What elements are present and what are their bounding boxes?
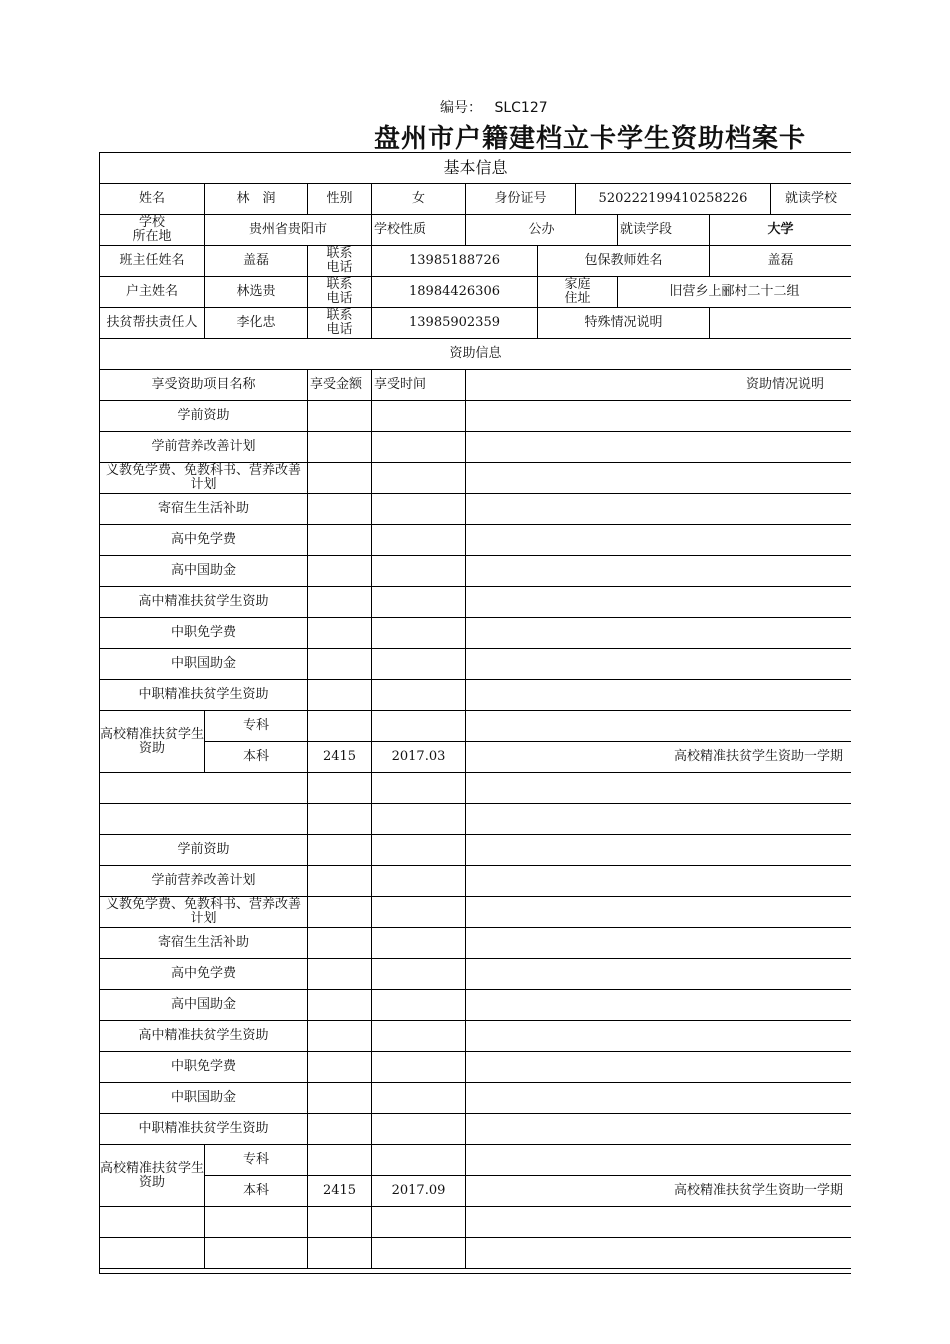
address-label: 家庭 住址: [538, 277, 618, 308]
record-number-value: SLC127: [494, 100, 548, 116]
page-title: 盘州市户籍建档立卡学生资助档案卡: [374, 124, 807, 154]
aid-item-name: 高中国助金: [100, 556, 308, 587]
helper-phone-label: 联系 电话: [308, 308, 372, 339]
college-desc: 高校精准扶贫学生资助一学期: [466, 1176, 851, 1207]
aid-amount-cell: [308, 680, 372, 711]
empty-cell: [308, 804, 372, 835]
aid-time-cell: [372, 525, 466, 556]
guarantee-teacher-value: 盖磊: [710, 246, 851, 277]
aid-desc-cell: [466, 680, 851, 711]
school-location-label: 学校 所在地: [100, 215, 205, 246]
aid-desc-cell: [466, 866, 851, 897]
aid-time-cell: [372, 587, 466, 618]
aid-amount-cell: [308, 432, 372, 463]
empty-cell: [372, 773, 466, 804]
college-time: 2017.03: [372, 742, 466, 773]
college-amount: [308, 1145, 372, 1176]
college-time: [372, 1145, 466, 1176]
empty-cell: [205, 1238, 308, 1269]
aid-desc-cell: [466, 1021, 851, 1052]
aid-time-cell: [372, 897, 466, 928]
helper-label: 扶贫帮扶责任人: [100, 308, 205, 339]
special-label: 特殊情况说明: [538, 308, 710, 339]
aid-item-name: 义教免学费、免教科书、营养改善计划: [100, 463, 308, 494]
aid-amount-cell: [308, 556, 372, 587]
college-time: 2017.09: [372, 1176, 466, 1207]
empty-cell: [466, 1238, 851, 1269]
school-nature-value: 公办: [466, 215, 618, 246]
aid-col-time: 享受时间: [372, 370, 466, 401]
aid-col-amount: 享受金额: [308, 370, 372, 401]
aid-amount-cell: [308, 835, 372, 866]
aid-item-name: 义教免学费、免教科书、营养改善计划: [100, 897, 308, 928]
college-level: 专科: [205, 711, 308, 742]
aid-desc-cell: [466, 1114, 851, 1145]
aid-time-cell: [372, 835, 466, 866]
empty-cell: [372, 1238, 466, 1269]
aid-amount-cell: [308, 649, 372, 680]
aid-amount-cell: [308, 401, 372, 432]
aid-amount-cell: [308, 463, 372, 494]
aid-time-cell: [372, 1083, 466, 1114]
empty-cell: [308, 1238, 372, 1269]
aid-time-cell: [372, 494, 466, 525]
gender-label: 性别: [308, 184, 372, 215]
empty-cell: [100, 1238, 205, 1269]
empty-cell: [466, 1207, 851, 1238]
aid-time-cell: [372, 432, 466, 463]
name-label: 姓名: [100, 184, 205, 215]
teacher-value: 盖磊: [205, 246, 308, 277]
record-number: [440, 97, 548, 117]
school-nature-label: 学校性质: [372, 215, 466, 246]
aid-time-cell: [372, 401, 466, 432]
empty-cell: [308, 1207, 372, 1238]
aid-amount-cell: [308, 990, 372, 1021]
aid-amount-cell: [308, 1083, 372, 1114]
aid-time-cell: [372, 1021, 466, 1052]
aid-desc-cell: [466, 556, 851, 587]
empty-cell: [100, 804, 308, 835]
college-desc: [466, 711, 851, 742]
aid-item-name: 学前资助: [100, 835, 308, 866]
aid-desc-cell: [466, 897, 851, 928]
aid-item-name: 高中精准扶贫学生资助: [100, 587, 308, 618]
empty-cell: [100, 773, 308, 804]
address-value: 旧营乡上郦村二十二组: [618, 277, 851, 308]
empty-cell: [372, 1207, 466, 1238]
aid-amount-cell: [308, 1052, 372, 1083]
special-value: [710, 308, 851, 339]
teacher-phone: 13985188726: [372, 246, 538, 277]
aid-time-cell: [372, 866, 466, 897]
college-desc: [466, 1145, 851, 1176]
college-amount: 2415: [308, 1176, 372, 1207]
empty-cell: [372, 804, 466, 835]
aid-desc-cell: [466, 587, 851, 618]
empty-cell: [466, 804, 851, 835]
basic-info-heading: 基本信息: [100, 153, 851, 184]
aid-item-name: 学前营养改善计划: [100, 432, 308, 463]
householder-value: 林选贵: [205, 277, 308, 308]
aid-time-cell: [372, 618, 466, 649]
householder-phone-label: 联系 电话: [308, 277, 372, 308]
helper-value: 李化忠: [205, 308, 308, 339]
aid-item-name: 中职国助金: [100, 1083, 308, 1114]
aid-col-desc: 资助情况说明: [466, 370, 851, 401]
guarantee-teacher-label: 包保教师姓名: [538, 246, 710, 277]
aid-desc-cell: [466, 835, 851, 866]
aid-amount-cell: [308, 897, 372, 928]
aid-item-name: 中职免学费: [100, 1052, 308, 1083]
aid-item-name: 中职精准扶贫学生资助: [100, 680, 308, 711]
aid-amount-cell: [308, 618, 372, 649]
aid-desc-cell: [466, 432, 851, 463]
empty-cell: [466, 773, 851, 804]
school-location-value: 贵州省贵阳市: [205, 215, 372, 246]
aid-time-cell: [372, 928, 466, 959]
college-time: [372, 711, 466, 742]
teacher-phone-label: 联系 电话: [308, 246, 372, 277]
record-number-label: 编号：: [440, 100, 482, 116]
college-aid-label: 高校精准扶贫学生资助: [100, 1145, 205, 1207]
school-label: 就读学校: [771, 184, 851, 215]
college-level: 本科: [205, 742, 308, 773]
aid-amount-cell: [308, 494, 372, 525]
name-value: 林 润: [205, 184, 308, 215]
college-desc: 高校精准扶贫学生资助一学期: [466, 742, 851, 773]
aid-item-name: 高中国助金: [100, 990, 308, 1021]
college-amount: [308, 711, 372, 742]
aid-amount-cell: [308, 959, 372, 990]
aid-item-name: 学前营养改善计划: [100, 866, 308, 897]
aid-item-name: 学前资助: [100, 401, 308, 432]
college-aid-label: 高校精准扶贫学生资助: [100, 711, 205, 773]
aid-desc-cell: [466, 401, 851, 432]
aid-amount-cell: [308, 1114, 372, 1145]
aid-amount-cell: [308, 1021, 372, 1052]
aid-amount-cell: [308, 866, 372, 897]
aid-desc-cell: [466, 990, 851, 1021]
aid-time-cell: [372, 959, 466, 990]
archive-sheet: [99, 152, 851, 1274]
gender-value: 女: [372, 184, 466, 215]
aid-amount-cell: [308, 587, 372, 618]
aid-desc-cell: [466, 494, 851, 525]
stage-label: 就读学段: [618, 215, 710, 246]
college-amount: 2415: [308, 742, 372, 773]
aid-desc-cell: [466, 1052, 851, 1083]
aid-time-cell: [372, 649, 466, 680]
aid-col-item: 享受资助项目名称: [100, 370, 308, 401]
aid-time-cell: [372, 1052, 466, 1083]
aid-desc-cell: [466, 959, 851, 990]
id-label: 身份证号: [466, 184, 576, 215]
aid-desc-cell: [466, 618, 851, 649]
empty-cell: [100, 1207, 205, 1238]
aid-time-cell: [372, 1114, 466, 1145]
teacher-label: 班主任姓名: [100, 246, 205, 277]
aid-amount-cell: [308, 928, 372, 959]
aid-time-cell: [372, 556, 466, 587]
aid-desc-cell: [466, 928, 851, 959]
aid-item-name: 中职精准扶贫学生资助: [100, 1114, 308, 1145]
aid-desc-cell: [466, 1083, 851, 1114]
aid-item-name: 中职国助金: [100, 649, 308, 680]
id-value: 520222199410258226: [576, 184, 771, 215]
householder-phone: 18984426306: [372, 277, 538, 308]
aid-amount-cell: [308, 525, 372, 556]
aid-item-name: 高中免学费: [100, 525, 308, 556]
empty-cell: [308, 773, 372, 804]
aid-time-cell: [372, 680, 466, 711]
empty-cell: [205, 1207, 308, 1238]
aid-desc-cell: [466, 649, 851, 680]
aid-time-cell: [372, 990, 466, 1021]
helper-phone: 13985902359: [372, 308, 538, 339]
aid-time-cell: [372, 463, 466, 494]
stage-value: 大学: [710, 215, 851, 246]
college-level: 本科: [205, 1176, 308, 1207]
householder-label: 户主姓名: [100, 277, 205, 308]
college-level: 专科: [205, 1145, 308, 1176]
aid-desc-cell: [466, 463, 851, 494]
aid-item-name: 寄宿生生活补助: [100, 494, 308, 525]
aid-item-name: 寄宿生生活补助: [100, 928, 308, 959]
aid-item-name: 高中免学费: [100, 959, 308, 990]
aid-item-name: 高中精准扶贫学生资助: [100, 1021, 308, 1052]
aid-item-name: 中职免学费: [100, 618, 308, 649]
aid-desc-cell: [466, 525, 851, 556]
aid-info-heading: 资助信息: [100, 339, 851, 370]
